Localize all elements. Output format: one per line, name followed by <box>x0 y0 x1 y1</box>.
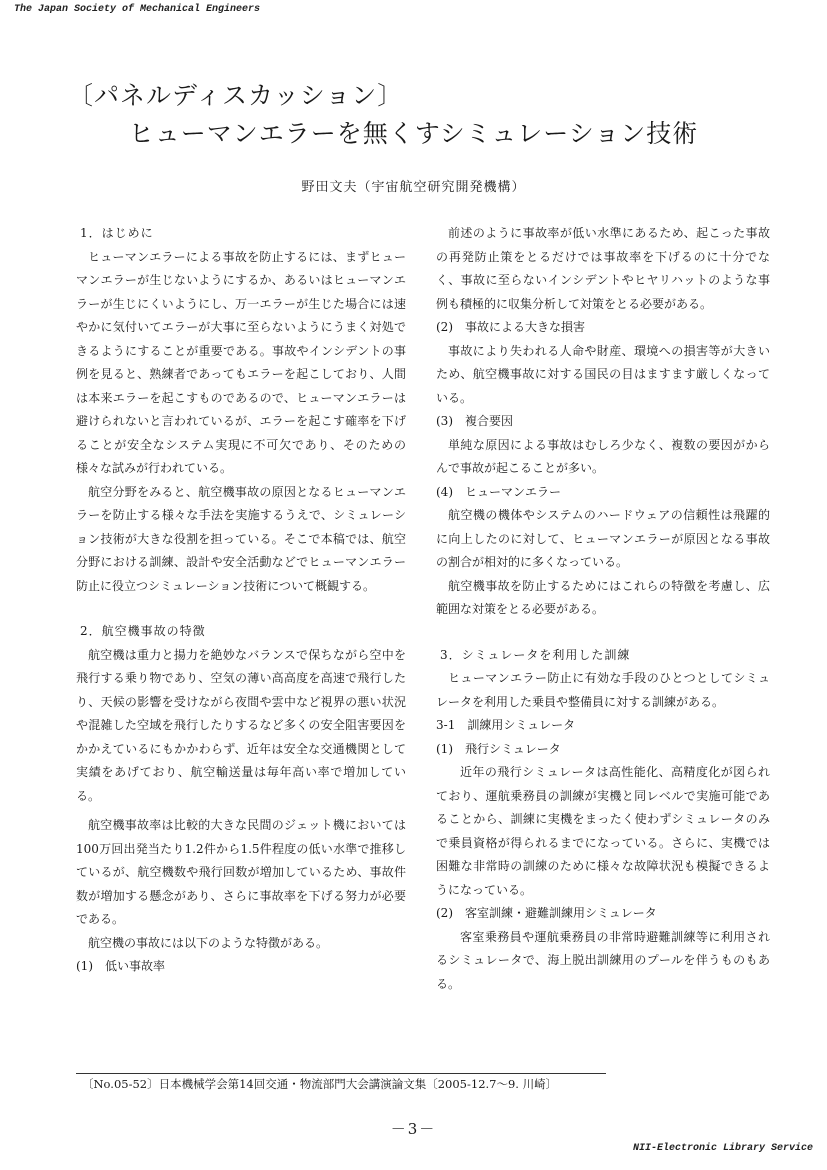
section-2-paragraph-2: 航空機事故率は比較的大きな民間のジェット機においては100万回出発当たり1.2件から1.5件程度の低い水準で推移しているが、航空機数や飛行回数が増加しているため、事故件数が増加する懸念があり、さらに事故率を下げる努力が必要である。 <box>76 818 406 926</box>
section-3-paragraph: ヒューマンエラー防止に有効な手段のひとつとしてシミュレータを利用した乗員や整備員に対する訓練がある。 <box>436 671 770 709</box>
feature-3-paragraph: 単純な原因による事故はむしろ少なく、複数の要因がからんで事故が起こることが多い。 <box>436 437 770 475</box>
feature-item-2: (2) 事故による大きな損害 <box>436 320 585 334</box>
author-affiliation: 野田文夫（宇宙航空研究開発機構） <box>301 180 526 195</box>
simulator-item-2: (2) 客室訓練・避難訓練用シミュレータ <box>436 906 657 920</box>
library-footer: NII-Electronic Library Service <box>632 1143 813 1154</box>
feature-item-4: (4) ヒューマンエラー <box>436 484 561 499</box>
paper-title: ヒューマンエラーを無くすシミュレーション技術 <box>128 119 699 148</box>
footnote-rule <box>76 1073 606 1074</box>
feature-2-paragraph: 事故により失われる人命や財産、環境への損害等が大きいため、航空機事故に対する国民の目はますます厳しくなっている。 <box>436 343 770 405</box>
section-1-paragraph-1: ヒューマンエラーによる事故を防止するには、まずヒューマンエラーが生じないようにするか、あるいはヒューマンエラーが生じにくいようにし、万一エラーが生じた場合には速やかに気付いてエラーが大事に至らないようにうまく対処できるようにすることが重要である。事故やインシデントの事例を見ると、熟練者であってもエラーを起こしており、人間は本来エラーを起こすものであるので、ヒューマンエラーは避けられないと言われているが、エラーを起こす確率を下げることが安全なシステム実現に不可欠であり、そのための様々な試みが行われている。 <box>76 249 406 475</box>
footnote-citation: 〔No.05-52〕日本機械学会第14回交通・物流部門大会講演論文集〔2005-12.7～9. 川崎〕 <box>82 1077 558 1091</box>
section-1-paragraph-2: 航空分野をみると、航空機事故の原因となるヒューマンエラーを防止する様々な手法を実施するうえで、シミュレーション技術が大きな役割を担っている。そこで本稿では、航空分野における訓練、設計や安全活動などでヒューマンエラー防止に役立つシミュレーション技術について概観する。 <box>76 484 406 593</box>
session-label: 〔パネルディスカッション〕 <box>68 81 404 110</box>
section-1-heading: 1．はじめに <box>80 226 154 240</box>
feature-item-3: (3) 複合要因 <box>436 414 513 428</box>
simulator-item-1: (1) 飛行シミュレータ <box>436 741 561 756</box>
page-number: －3－ <box>390 1120 437 1138</box>
simulator-1-paragraph: 近年の飛行シミュレータは高性能化、高精度化が図られており、運航乗務員の訓練が実機と同レベルで実施可能であることから、訓練に実機をまったく使わずシミュレータのみで乗員資格が得られるまでになっている。さらに、実機では困難な非常時の訓練のために様々な故障状況も模擬できるようになっている。 <box>436 765 770 897</box>
section-2-heading: 2．航空機事故の特徴 <box>80 624 206 638</box>
feature-item-1: (1) 低い事故率 <box>76 959 165 973</box>
journal-header: The Japan Society of Mechanical Engineers <box>14 4 261 15</box>
left-column <box>76 222 406 979</box>
right-column <box>436 222 770 996</box>
feature-1-paragraph: 前述のように事故率が低い水準にあるため、起こった事故の再発防止策をとるだけでは事故率を下げるのに十分でなく、事故に至らないインシデントやヒヤリハットのような事例も積極的に収集分析して対策をとる必要がある。 <box>436 226 770 311</box>
section-2-paragraph-3: 航空機の事故には以下のような特徴がある。 <box>88 935 329 950</box>
feature-4-paragraph: 航空機の機体やシステムのハードウェアの信頼性は飛躍的に向上したのに対して、ヒューマンエラーが原因となる事故の割合が相対的に多くなっている。 <box>436 508 770 569</box>
section-3-1-heading: 3-1 訓練用シミュレータ <box>436 718 576 732</box>
section-3-heading: 3．シミュレータを利用した訓練 <box>440 647 631 662</box>
section-2-paragraph-1: 航空機は重力と揚力を絶妙なバランスで保ちながら空中を飛行する乗り物であり、空気の薄い高高度を高速で飛行したり、天候の影響を受けながら夜間や雲中など視界の悪い状況や混雑した空域を飛行したりするなど多くの安全阻害要因をかかえているにもかかわらず、近年は安全な交通機関として実績をあげており、航空輸送量は毎年高い率で増加している。 <box>76 647 406 803</box>
simulator-2-paragraph: 客室乗務員や運航乗務員の非常時避難訓練等に利用されるシミュレータで、海上脱出訓練用のプールを伴うものもある。 <box>436 929 770 991</box>
features-summary-paragraph: 航空機事故を防止するためにはこれらの特徴を考慮し、広範囲な対策をとる必要がある。 <box>436 578 770 616</box>
